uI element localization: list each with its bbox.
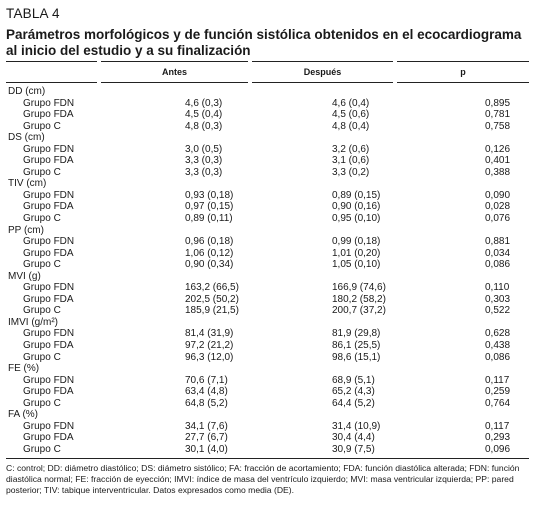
antes-cell: 34,1 (7,6) bbox=[185, 420, 228, 432]
despues-cell: 166,9 (74,6) bbox=[332, 282, 386, 294]
p-value-cell: 0,076 bbox=[485, 213, 511, 225]
group-name-cell: Grupo C bbox=[23, 305, 61, 317]
group-name-cell: Grupo FDN bbox=[23, 328, 75, 340]
antes-cell: 97,2 (21,2) bbox=[185, 340, 234, 352]
table-body bbox=[6, 83, 529, 459]
empty-cell bbox=[250, 271, 395, 283]
empty-cell bbox=[250, 132, 395, 144]
group-name-cell: Grupo C bbox=[23, 259, 61, 271]
table-row bbox=[6, 236, 529, 248]
despues-cell: 30,4 (4,4) bbox=[332, 432, 375, 444]
p-value-cell: 0,293 bbox=[485, 432, 511, 444]
antes-cell: 3,0 (0,5) bbox=[185, 143, 223, 155]
p-value-cell: 0,781 bbox=[485, 109, 511, 121]
empty-cell bbox=[99, 83, 250, 98]
table-row bbox=[6, 444, 529, 458]
group-row bbox=[6, 83, 529, 98]
table-row bbox=[6, 421, 529, 433]
p-value-cell: 0,090 bbox=[485, 189, 511, 201]
header-despues: Después bbox=[250, 62, 395, 83]
despues-cell: 31,4 (10,9) bbox=[332, 420, 381, 432]
despues-cell: 200,7 (37,2) bbox=[332, 305, 386, 317]
antes-cell: 64,8 (5,2) bbox=[185, 397, 228, 409]
group-name-cell: Grupo FDA bbox=[23, 293, 74, 305]
group-name-cell: Grupo FDA bbox=[23, 109, 74, 121]
antes-cell: 4,5 (0,4) bbox=[185, 109, 223, 121]
group-row bbox=[6, 132, 529, 144]
table-title: Parámetros morfológicos y de función sistólica obtenidos en el ecocardiograma al inicio del estudio y a su finalización bbox=[6, 27, 522, 58]
group-row bbox=[6, 317, 529, 329]
table-row bbox=[6, 248, 529, 260]
antes-cell: 0,90 (0,34) bbox=[185, 259, 234, 271]
document bbox=[6, 4, 529, 496]
p-value-cell: 0,096 bbox=[395, 444, 529, 458]
despues-cell: 0,89 (0,15) bbox=[332, 189, 381, 201]
group-name-cell: Grupo C bbox=[23, 351, 61, 363]
empty-cell bbox=[395, 317, 529, 329]
empty-cell bbox=[250, 317, 395, 329]
table-row bbox=[6, 375, 529, 387]
p-value-cell: 0,086 bbox=[485, 351, 511, 363]
group-name-cell: Grupo FDA bbox=[23, 155, 74, 167]
p-value-cell: 0,895 bbox=[485, 97, 511, 109]
empty-cell bbox=[99, 271, 250, 283]
empty-cell bbox=[395, 271, 529, 283]
despues-cell: 1,01 (0,20) bbox=[332, 247, 381, 259]
header-p: p bbox=[395, 62, 529, 83]
antes-cell: 27,7 (6,7) bbox=[185, 432, 228, 444]
antes-cell: 0,93 (0,18) bbox=[185, 189, 234, 201]
antes-cell: 3,3 (0,3) bbox=[185, 155, 223, 167]
despues-cell: 0,95 (0,10) bbox=[332, 213, 381, 225]
group-label: TIV (cm) bbox=[8, 178, 47, 190]
antes-cell: 4,8 (0,3) bbox=[185, 120, 223, 132]
group-name-cell: Grupo FDN bbox=[23, 282, 75, 294]
p-value-cell: 0,028 bbox=[485, 201, 511, 213]
group-name-cell: Grupo FDN bbox=[23, 189, 75, 201]
antes-cell: 0,96 (0,18) bbox=[185, 236, 234, 248]
group-row bbox=[6, 271, 529, 283]
despues-cell: 3,2 (0,6) bbox=[332, 143, 370, 155]
empty-cell bbox=[99, 178, 250, 190]
p-value-cell: 0,303 bbox=[485, 293, 511, 305]
antes-cell: 0,97 (0,15) bbox=[185, 201, 234, 213]
group-name-cell: Grupo C bbox=[23, 120, 61, 132]
group-label: FE (%) bbox=[8, 363, 40, 375]
footnote: C: control; DD: diámetro diastólico; DS: diámetro sistólico; FA: fracción de acortamiento; FDA: función diastólica alterada; FDN: función diastólica normal; FE: fracción de eyección; IMVI: índice de masa del ventrículo izquierdo; MVI: masa ventricular izquierda; PP: pared posterior; TIV: tabique interventricular. Datos expresados como media (DE). bbox=[6, 462, 520, 495]
table-row bbox=[6, 352, 529, 364]
p-value-cell: 0,522 bbox=[485, 305, 511, 317]
p-value-cell: 0,758 bbox=[485, 120, 511, 132]
table-row bbox=[6, 305, 529, 317]
group-name-cell: Grupo FDN bbox=[23, 420, 75, 432]
empty-cell bbox=[99, 363, 250, 375]
table-label: TABLA 4 bbox=[6, 6, 60, 21]
header-antes: Antes bbox=[99, 62, 250, 83]
p-value-cell: 0,034 bbox=[485, 247, 511, 259]
group-name-cell: Grupo FDA bbox=[23, 247, 74, 259]
group-label: PP (cm) bbox=[8, 224, 44, 236]
data-table bbox=[6, 61, 529, 459]
antes-cell: 3,3 (0,3) bbox=[185, 166, 223, 178]
p-value-cell: 0,259 bbox=[485, 386, 511, 398]
group-name-cell: Grupo C bbox=[6, 444, 99, 458]
despues-cell: 3,1 (0,6) bbox=[332, 155, 370, 167]
group-name-cell: Grupo FDN bbox=[23, 374, 75, 386]
table-row bbox=[6, 386, 529, 398]
p-value-cell: 0,764 bbox=[485, 397, 511, 409]
p-value-cell: 0,388 bbox=[485, 166, 511, 178]
table-row bbox=[6, 98, 529, 110]
despues-cell: 0,90 (0,16) bbox=[332, 201, 381, 213]
empty-cell bbox=[395, 83, 529, 98]
despues-cell: 180,2 (58,2) bbox=[332, 293, 386, 305]
p-value-cell: 0,881 bbox=[485, 236, 511, 248]
antes-cell: 63,4 (4,8) bbox=[185, 386, 228, 398]
despues-cell: 65,2 (4,3) bbox=[332, 386, 375, 398]
despues-cell: 68,9 (5,1) bbox=[332, 374, 375, 386]
group-name-cell: Grupo FDN bbox=[23, 97, 75, 109]
despues-cell: 1,05 (0,10) bbox=[332, 259, 381, 271]
group-name-cell: Grupo FDN bbox=[23, 236, 75, 248]
header-blank bbox=[6, 62, 99, 83]
empty-cell bbox=[250, 225, 395, 237]
p-value-cell: 0,110 bbox=[485, 282, 510, 294]
table-row bbox=[6, 340, 529, 352]
p-value-cell: 0,438 bbox=[485, 340, 511, 352]
group-name-cell: Grupo FDA bbox=[23, 386, 74, 398]
p-value-cell: 0,086 bbox=[485, 259, 511, 271]
table-row bbox=[6, 121, 529, 133]
empty-cell bbox=[99, 225, 250, 237]
p-value-cell: 0,401 bbox=[485, 155, 511, 167]
table-row bbox=[6, 167, 529, 179]
table-row bbox=[6, 201, 529, 213]
group-row bbox=[6, 225, 529, 237]
despues-cell: 86,1 (25,5) bbox=[332, 340, 381, 352]
group-label: DS (cm) bbox=[8, 132, 45, 144]
table-row bbox=[6, 328, 529, 340]
empty-cell bbox=[395, 225, 529, 237]
despues-cell: 0,99 (0,18) bbox=[332, 236, 381, 248]
despues-cell: 64,4 (5,2) bbox=[332, 397, 375, 409]
group-name-cell: Grupo FDA bbox=[23, 340, 74, 352]
table-row bbox=[6, 213, 529, 225]
antes-cell: 96,3 (12,0) bbox=[185, 351, 234, 363]
antes-cell: 185,9 (21,5) bbox=[185, 305, 239, 317]
empty-cell bbox=[99, 409, 250, 421]
despues-cell: 4,6 (0,4) bbox=[332, 97, 370, 109]
group-label: MVI (g) bbox=[8, 270, 41, 282]
p-value-cell: 0,117 bbox=[485, 420, 510, 432]
despues-cell: 81,9 (29,8) bbox=[332, 328, 381, 340]
empty-cell bbox=[250, 83, 395, 98]
antes-cell: 163,2 (66,5) bbox=[185, 282, 239, 294]
antes-cell: 0,89 (0,11) bbox=[185, 213, 233, 225]
p-value-cell: 0,126 bbox=[485, 143, 511, 155]
despues-cell: 3,3 (0,2) bbox=[332, 166, 370, 178]
table-row bbox=[6, 432, 529, 444]
group-label: DD (cm) bbox=[8, 86, 46, 97]
empty-cell bbox=[250, 178, 395, 190]
group-name-cell: Grupo FDN bbox=[23, 143, 75, 155]
table-row bbox=[6, 155, 529, 167]
group-name-cell: Grupo C bbox=[23, 166, 61, 178]
table-row bbox=[6, 109, 529, 121]
antes-cell: 1,06 (0,12) bbox=[185, 247, 234, 259]
empty-cell bbox=[99, 317, 250, 329]
group-name-cell: Grupo FDA bbox=[23, 201, 74, 213]
table-row bbox=[6, 294, 529, 306]
table-row bbox=[6, 398, 529, 410]
antes-cell: 4,6 (0,3) bbox=[185, 97, 223, 109]
table-row bbox=[6, 144, 529, 156]
empty-cell bbox=[395, 178, 529, 190]
group-name-cell: Grupo C bbox=[23, 213, 61, 225]
group-label: IMVI (g/m²) bbox=[8, 316, 58, 328]
group-row bbox=[6, 363, 529, 375]
empty-cell bbox=[395, 409, 529, 421]
table-row bbox=[6, 190, 529, 202]
antes-cell: 30,1 (4,0) bbox=[99, 444, 250, 458]
empty-cell bbox=[395, 132, 529, 144]
antes-cell: 202,5 (50,2) bbox=[185, 293, 239, 305]
empty-cell bbox=[99, 132, 250, 144]
despues-cell: 30,9 (7,5) bbox=[250, 444, 395, 458]
antes-cell: 81,4 (31,9) bbox=[185, 328, 234, 340]
despues-cell: 98,6 (15,1) bbox=[332, 351, 381, 363]
empty-cell bbox=[395, 363, 529, 375]
despues-cell: 4,8 (0,4) bbox=[332, 120, 370, 132]
table-row bbox=[6, 282, 529, 294]
group-name-cell: Grupo C bbox=[23, 397, 61, 409]
group-name-cell: Grupo FDA bbox=[23, 432, 74, 444]
p-value-cell: 0,628 bbox=[485, 328, 511, 340]
table-header bbox=[6, 62, 529, 83]
group-row bbox=[6, 409, 529, 421]
p-value-cell: 0,117 bbox=[485, 374, 510, 386]
antes-cell: 70,6 (7,1) bbox=[185, 374, 228, 386]
table-row bbox=[6, 259, 529, 271]
despues-cell: 4,5 (0,6) bbox=[332, 109, 370, 121]
group-row bbox=[6, 178, 529, 190]
empty-cell bbox=[250, 409, 395, 421]
empty-cell bbox=[250, 363, 395, 375]
group-label: FA (%) bbox=[8, 409, 39, 421]
